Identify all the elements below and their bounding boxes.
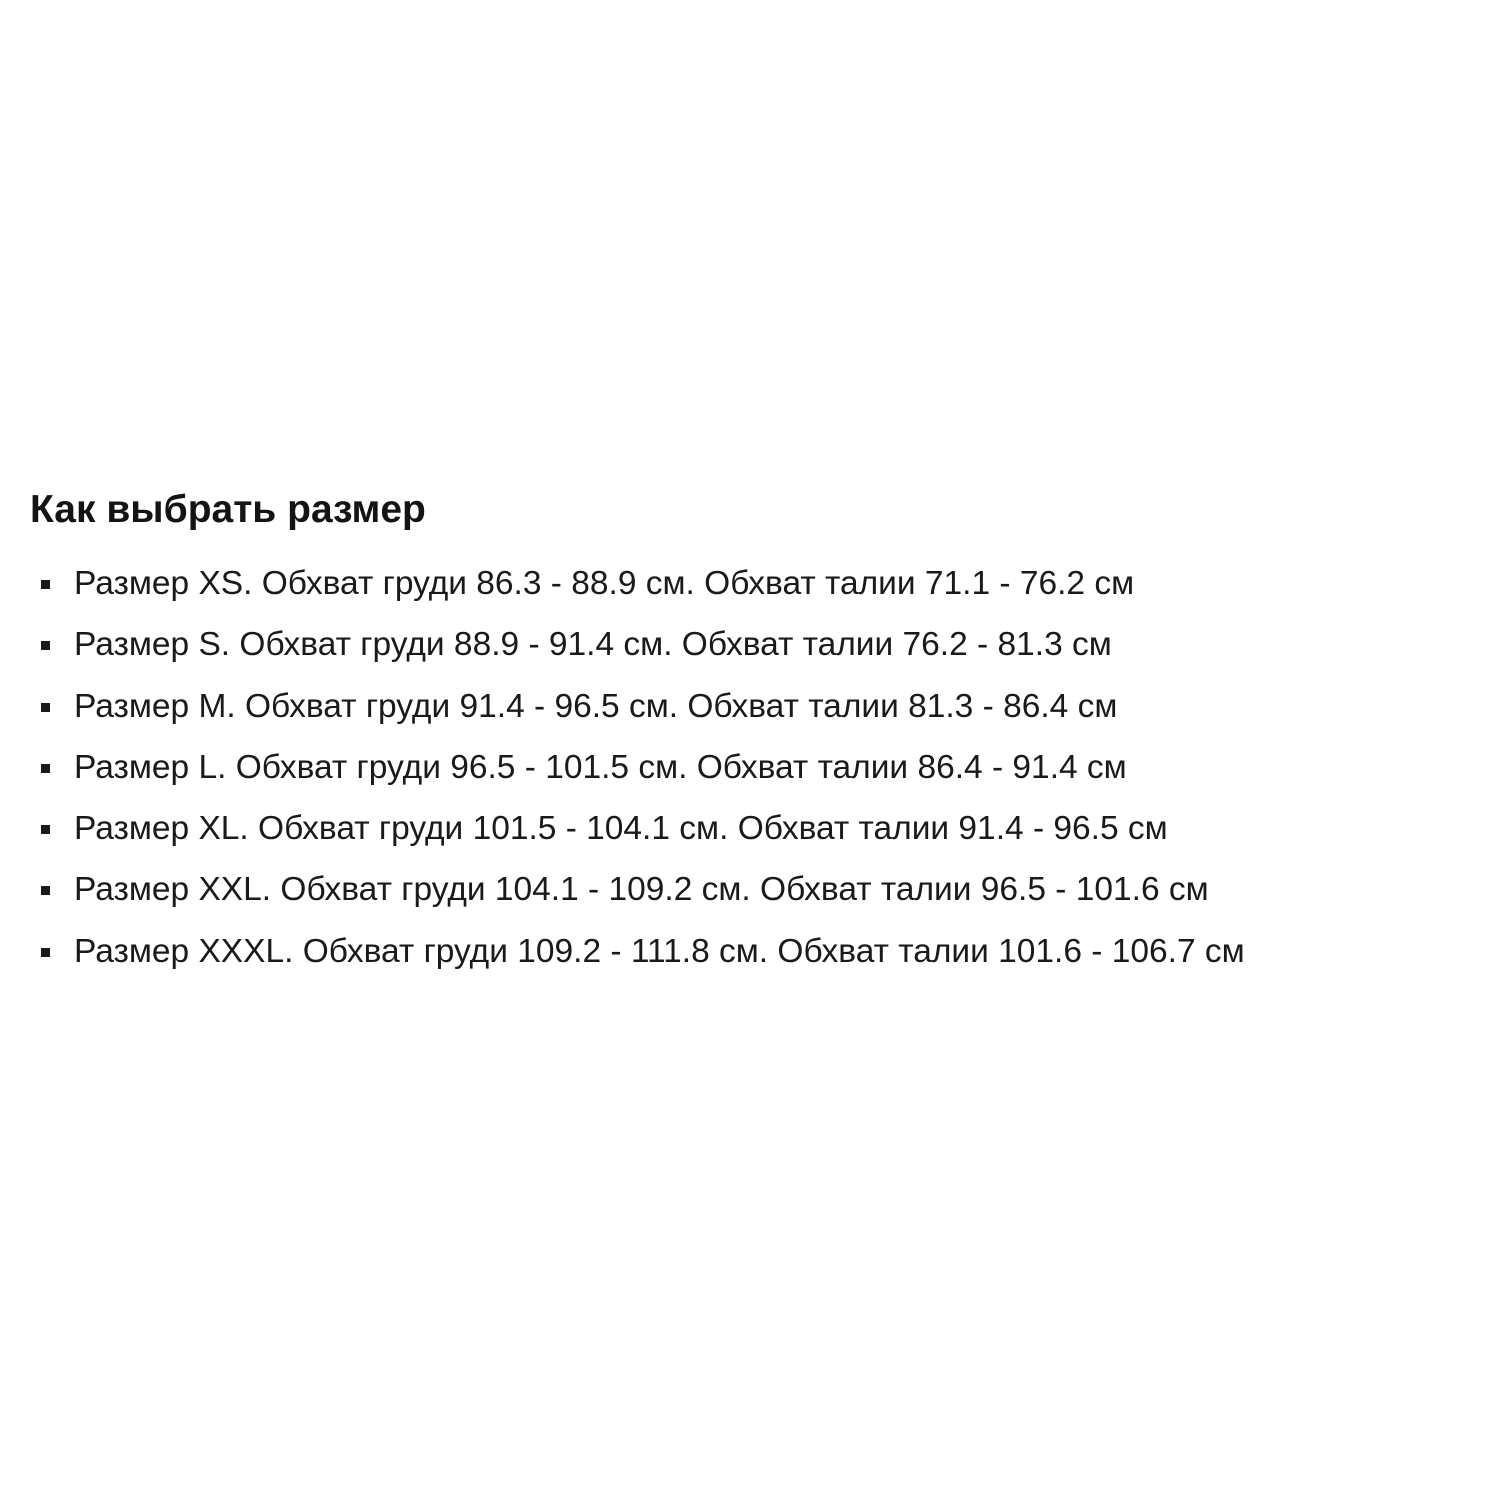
list-item [30,928,1490,989]
size-list [30,560,1490,989]
list-item-text: Размер XS. Обхват груди 86.3 - 88.9 см. Обхват талии 71.1 - 76.2 см [74,565,1135,602]
list-item-text: Размер XXXL. Обхват груди 109.2 - 111.8 см. Обхват талии 101.6 - 106.7 см [74,932,1245,970]
page-title: Как выбрать размер [30,488,426,531]
list-item [30,805,1490,866]
square-bullet-icon [41,641,50,650]
square-bullet-icon [41,948,50,957]
list-item [30,560,1490,621]
square-bullet-icon [41,825,50,834]
list-item [30,621,1490,682]
list-item-text: Размер L. Обхват груди 96.5 - 101.5 см. Обхват талии 86.4 - 91.4 см [74,748,1127,786]
square-bullet-icon [41,703,50,712]
list-item-text: Размер S. Обхват груди 88.9 - 91.4 см. Обхват талии 76.2 - 81.3 см [74,626,1112,664]
square-bullet-icon [41,580,50,589]
square-bullet-icon [41,886,50,895]
list-item [30,683,1490,744]
list-item [30,866,1490,927]
size-guide [30,486,1490,989]
list-item-text: Размер XL. Обхват груди 101.5 - 104.1 см. Обхват талии 91.4 - 96.5 см [74,810,1168,848]
list-item-text: Размер M. Обхват груди 91.4 - 96.5 см. Обхват талии 81.3 - 86.4 см [74,687,1118,725]
square-bullet-icon [41,764,50,773]
list-item-text: Размер XXL. Обхват груди 104.1 - 109.2 см. Обхват талии 96.5 - 101.6 см [74,871,1209,909]
list-item [30,744,1490,805]
